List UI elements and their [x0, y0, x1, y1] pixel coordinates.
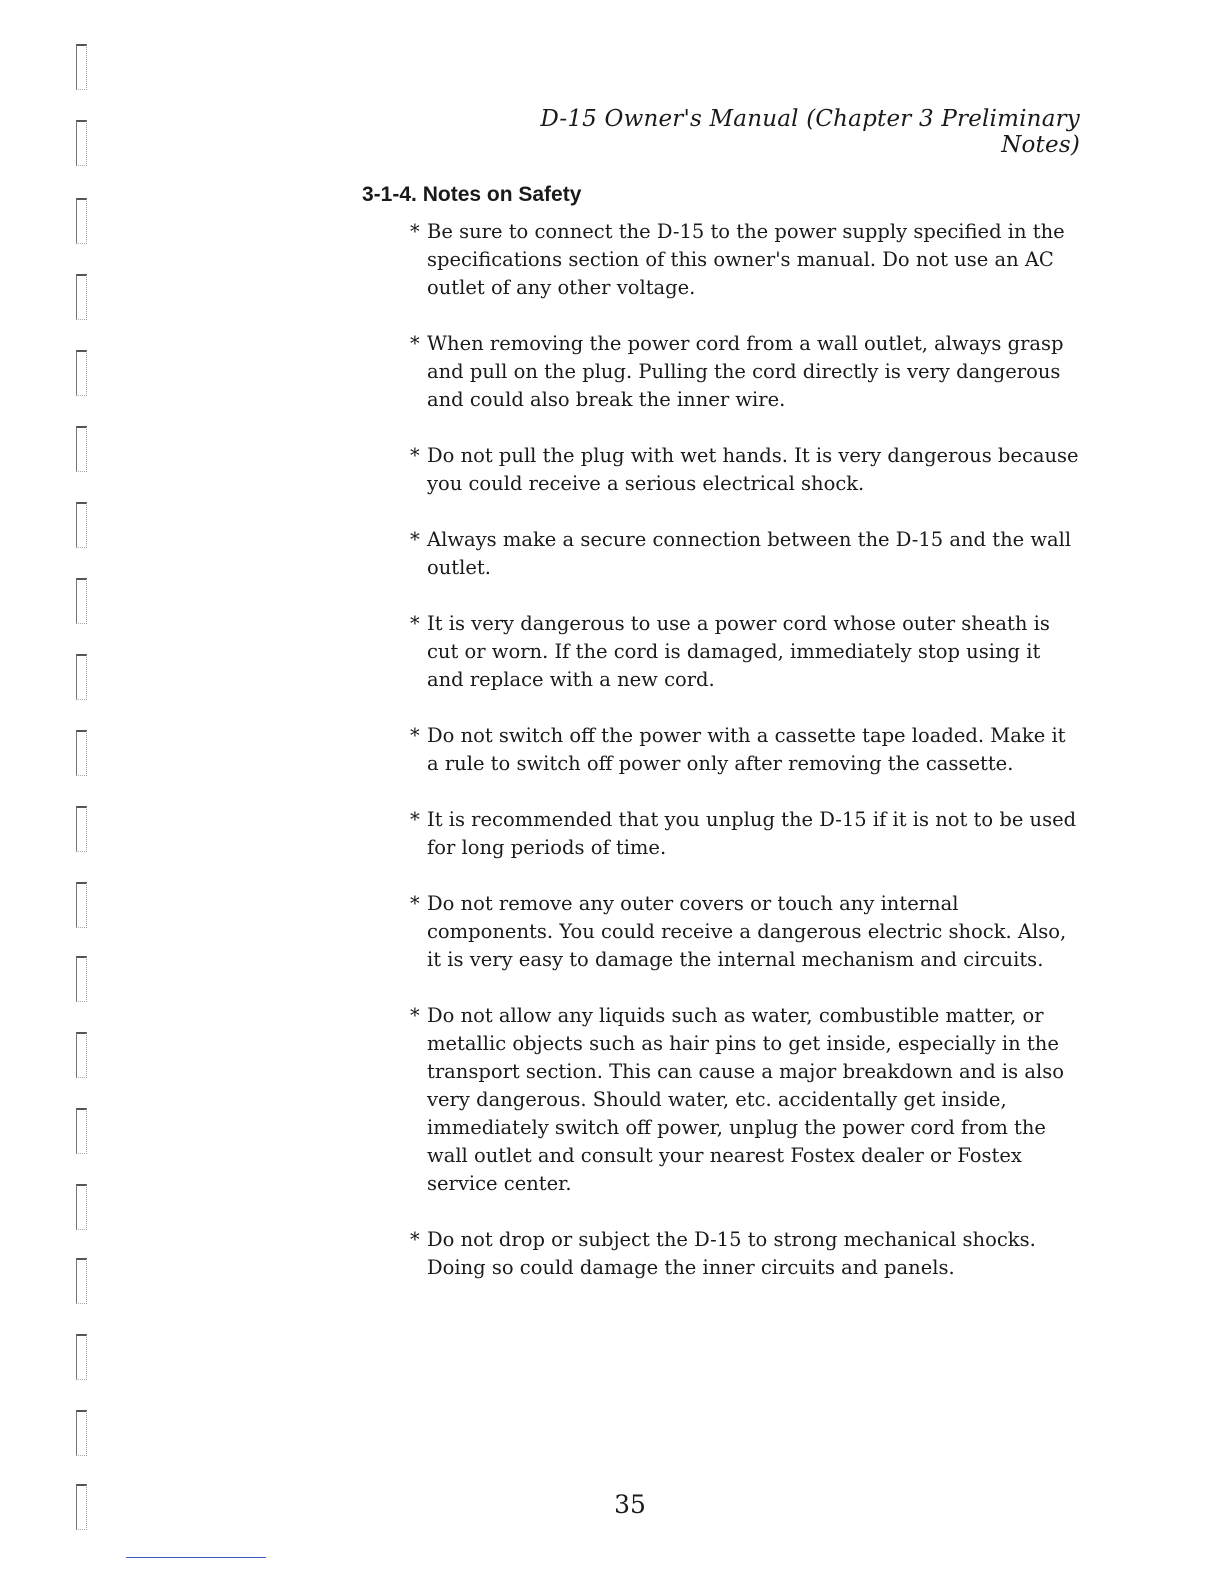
section-title: Notes on Safety [422, 183, 582, 206]
running-header: D-15 Owner's Manual (Chapter 3 Preliminary Notes) [540, 106, 1080, 158]
safety-note [410, 330, 1080, 414]
binding-hole [76, 806, 87, 852]
safety-note [410, 610, 1080, 694]
binding-hole [76, 1334, 87, 1380]
safety-note [410, 526, 1080, 582]
bullet-asterisk: * [410, 808, 420, 831]
bullet-asterisk: * [410, 892, 420, 915]
bullet-asterisk: * [410, 1004, 420, 1027]
binding-hole [76, 578, 87, 624]
safety-note-text: Always make a secure connection between the D-15 and the wall outlet. [427, 528, 1072, 579]
safety-note-text: It is recommended that you unplug the D-15 if it is not to be used for long periods of time. [427, 808, 1077, 859]
section-number: 3-1-4. [362, 183, 417, 206]
binding-hole [76, 1032, 87, 1078]
binding-hole [76, 1410, 87, 1456]
binding-hole [76, 882, 87, 928]
binding-hole [76, 956, 87, 1002]
safety-note-text: Be sure to connect the D-15 to the power supply specified in the specifications section of this owner's manual. Do not use an AC outlet of any other voltage. [427, 220, 1065, 299]
binding-hole [76, 44, 87, 90]
binding-hole [76, 730, 87, 776]
safety-note [410, 806, 1080, 862]
safety-note-text: When removing the power cord from a wall outlet, always grasp and pull on the plug. Pulling the cord directly is very dangerous and could also break the inner wire. [427, 332, 1064, 411]
binding-holes [72, 44, 96, 1554]
bullet-asterisk: * [410, 528, 420, 551]
safety-note [410, 1002, 1080, 1198]
safety-note-text: Do not drop or subject the D-15 to strong mechanical shocks. Doing so could damage the inner circuits and panels. [427, 1228, 1036, 1279]
safety-notes-list [410, 214, 1080, 1282]
bullet-asterisk: * [410, 612, 420, 635]
binding-hole [76, 502, 87, 548]
binding-hole [76, 1258, 87, 1304]
binding-hole [76, 654, 87, 700]
page-number: 35 [614, 1490, 646, 1519]
binding-hole [76, 1484, 87, 1530]
safety-note [410, 1226, 1080, 1282]
binding-hole [76, 274, 87, 320]
safety-note [410, 442, 1080, 498]
safety-note-text: Do not remove any outer covers or touch any internal components. You could receive a dangerous electric shock. Also, it is very easy to damage the internal mechanism and circuits. [427, 892, 1067, 971]
bullet-asterisk: * [410, 332, 420, 355]
safety-note [410, 890, 1080, 974]
safety-note [410, 722, 1080, 778]
bullet-asterisk: * [410, 220, 420, 243]
safety-note [410, 218, 1080, 302]
safety-note-text: Do not allow any liquids such as water, combustible matter, or metallic objects such as hair pins to get inside, especially in the transport section. This can cause a major breakdown and is also very dangerous. Should water, etc. accidentally get inside, immediately switch off power, unplug the power cord from the wall outlet and consult your nearest Fostex dealer or Fostex service center. [427, 1004, 1064, 1195]
binding-hole [76, 1108, 87, 1154]
binding-hole [76, 426, 87, 472]
binding-hole [76, 198, 87, 244]
bullet-asterisk: * [410, 444, 420, 467]
binding-hole [76, 1184, 87, 1230]
section-heading [362, 183, 581, 207]
safety-note-text: Do not pull the plug with wet hands. It is very dangerous because you could receive a serious electrical shock. [427, 444, 1079, 495]
binding-hole [76, 120, 87, 166]
safety-note-text: It is very dangerous to use a power cord whose outer sheath is cut or worn. If the cord is damaged, immediately stop using it and replace with a new cord. [427, 612, 1050, 691]
bullet-asterisk: * [410, 724, 420, 747]
bullet-asterisk: * [410, 1228, 420, 1251]
binding-hole [76, 350, 87, 396]
footer-rule [126, 1557, 266, 1558]
safety-note-text: Do not switch off the power with a cassette tape loaded. Make it a rule to switch off power only after removing the cassette. [427, 724, 1066, 775]
